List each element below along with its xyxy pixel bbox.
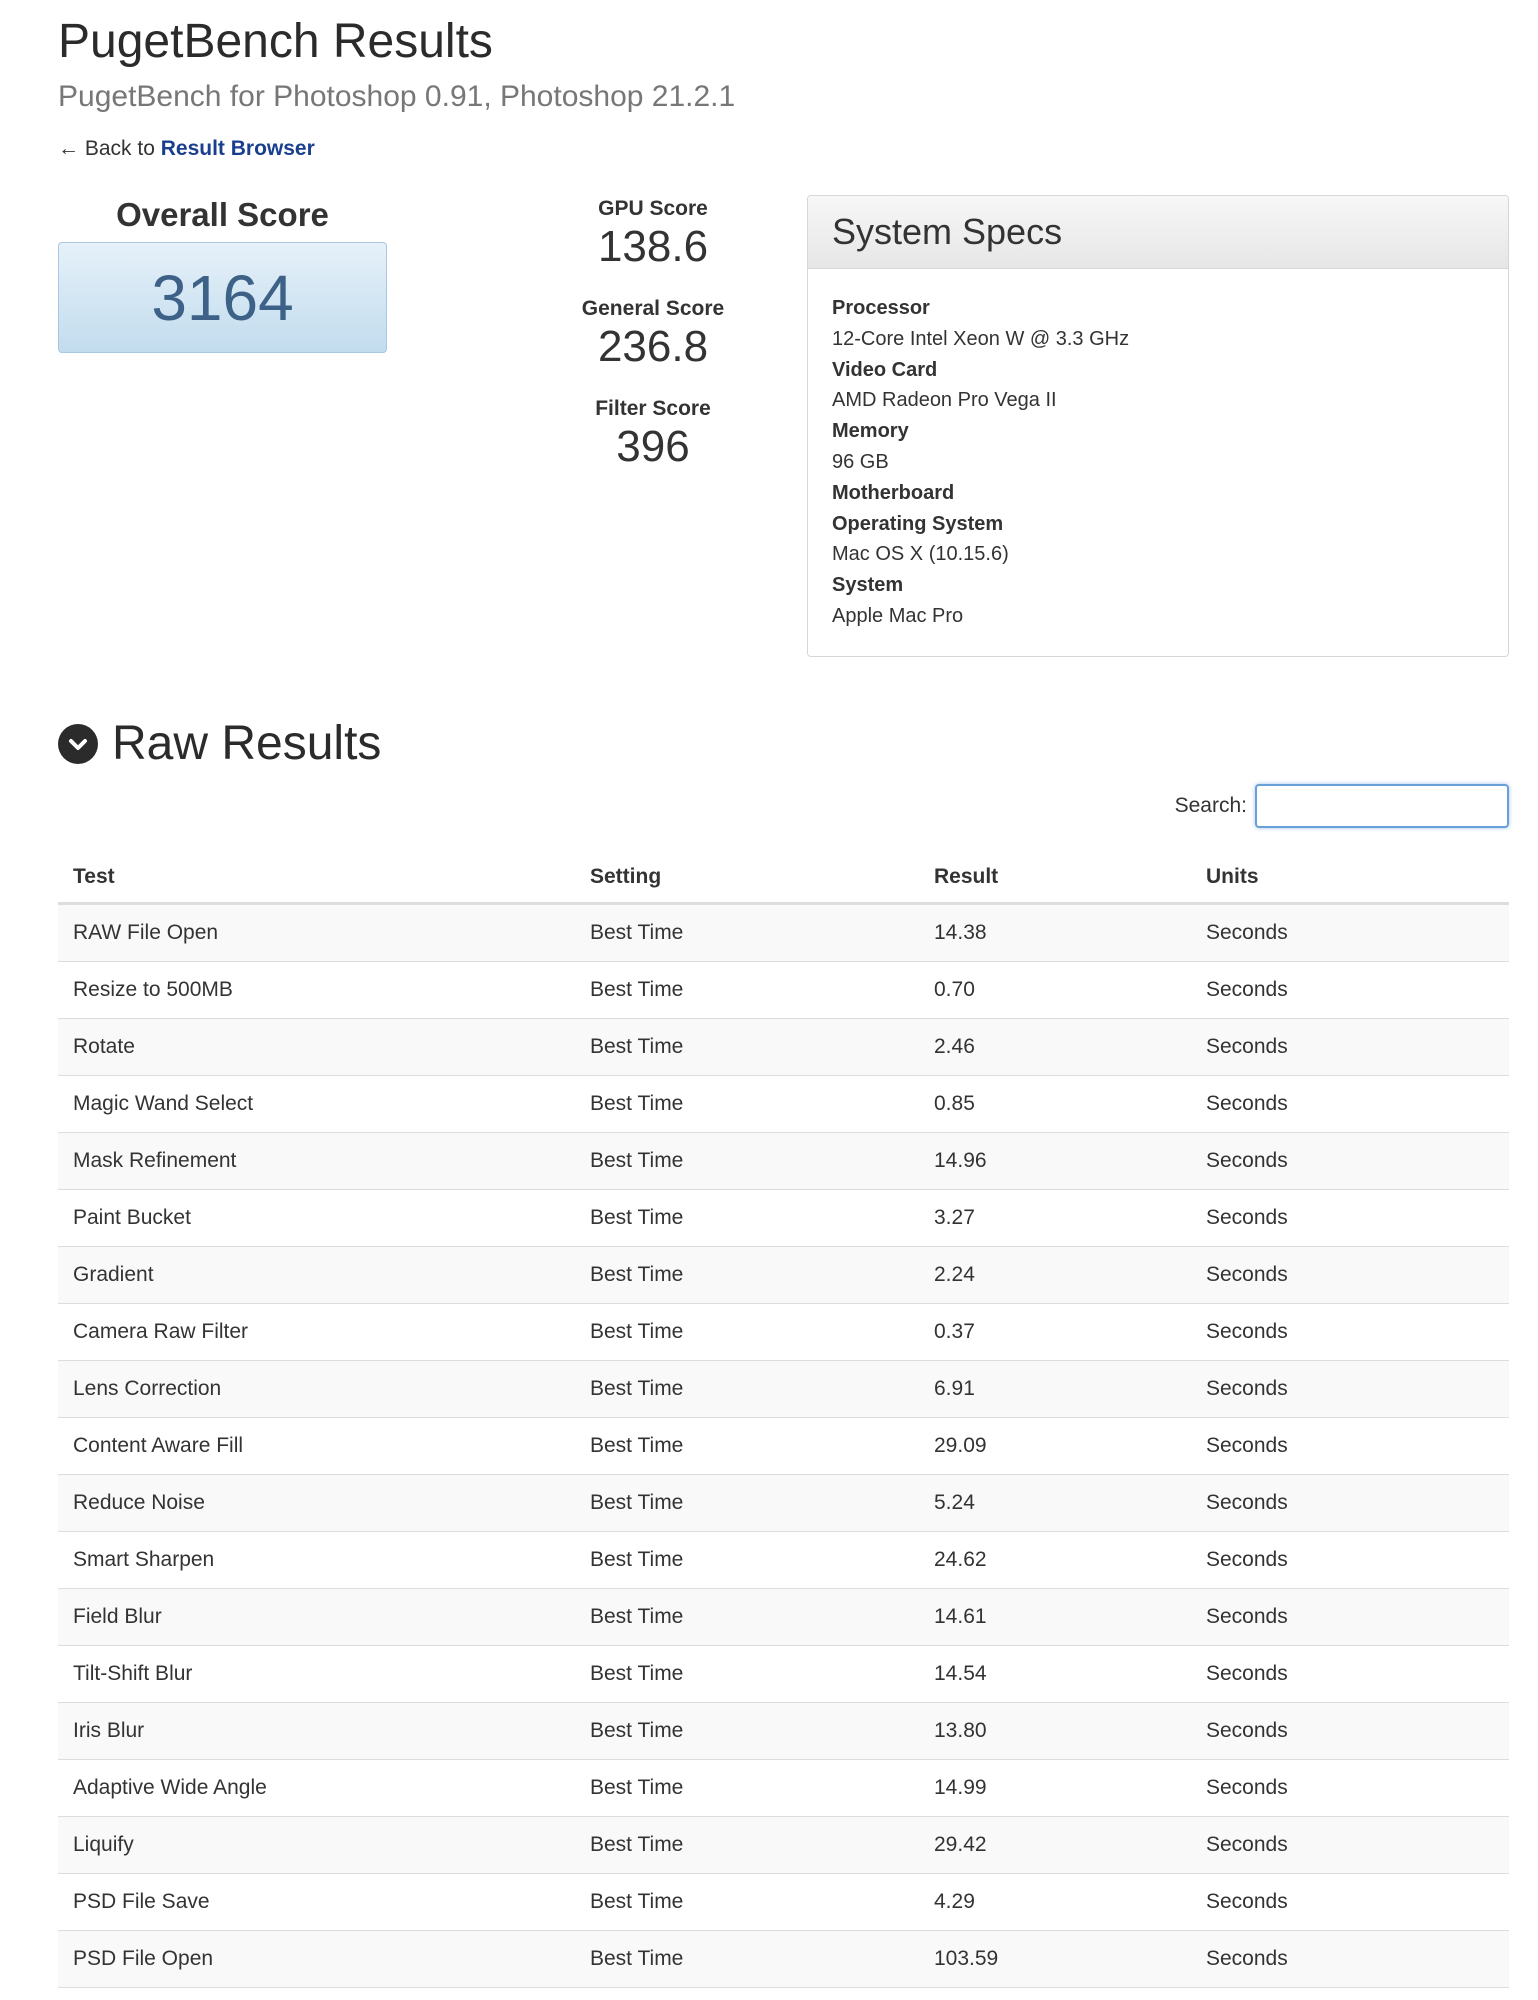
cell-units: Seconds	[1191, 1019, 1509, 1076]
page-subtitle: PugetBench for Photoshop 0.91, Photoshop 21.2.1	[58, 80, 736, 113]
cell-units: Seconds	[1191, 1817, 1509, 1874]
system-specs-body	[808, 269, 1508, 632]
cell-result: 0.37	[919, 1304, 1191, 1361]
cell-units: Seconds	[1191, 1418, 1509, 1475]
table-row	[58, 1532, 1509, 1589]
cell-setting: Best Time	[575, 1190, 919, 1247]
gpu-score-label: GPU Score	[598, 197, 708, 220]
cell-units: Seconds	[1191, 1703, 1509, 1760]
cell-units: Seconds	[1191, 1589, 1509, 1646]
search-label: Search:	[1174, 794, 1247, 817]
cell-test: Rotate	[58, 1019, 575, 1076]
cell-setting: Best Time	[575, 1019, 919, 1076]
spec-label-motherboard: Motherboard	[832, 481, 955, 504]
table-row	[58, 1589, 1509, 1646]
spec-value-video-card: AMD Radeon Pro Vega II	[832, 389, 1057, 412]
system-specs-panel	[807, 195, 1509, 657]
column-header-result[interactable]: Result	[919, 852, 1191, 904]
cell-test: PSD File Open	[58, 1931, 575, 1988]
cell-test: Smart Sharpen	[58, 1532, 575, 1589]
filter-score-value: 396	[616, 422, 690, 471]
cell-units: Seconds	[1191, 1076, 1509, 1133]
cell-test: Resize to 500MB	[58, 962, 575, 1019]
table-row	[58, 1475, 1509, 1532]
cell-test: Tilt-Shift Blur	[58, 1646, 575, 1703]
result-browser-link[interactable]: Result Browser	[160, 137, 315, 160]
cell-units: Seconds	[1191, 1874, 1509, 1931]
spec-label-video-card: Video Card	[832, 358, 938, 381]
cell-test: Reduce Noise	[58, 1475, 575, 1532]
back-navigation	[58, 137, 315, 161]
table-row	[58, 1703, 1509, 1760]
cell-units: Seconds	[1191, 1247, 1509, 1304]
table-header-row	[58, 852, 1509, 904]
spec-value-operating-system: Mac OS X (10.15.6)	[832, 543, 1009, 566]
cell-setting: Best Time	[575, 1304, 919, 1361]
general-score-value: 236.8	[597, 322, 709, 371]
cell-units: Seconds	[1191, 1190, 1509, 1247]
raw-results-toggle[interactable]	[58, 716, 381, 771]
table-row	[58, 904, 1509, 962]
cell-units: Seconds	[1191, 1760, 1509, 1817]
raw-results-table	[58, 852, 1509, 1988]
table-row	[58, 1304, 1509, 1361]
spec-label-operating-system: Operating System	[832, 512, 1004, 535]
cell-setting: Best Time	[575, 962, 919, 1019]
table-row	[58, 1817, 1509, 1874]
spec-label-processor: Processor	[832, 297, 930, 319]
cell-result: 14.54	[919, 1646, 1191, 1703]
cell-result: 14.96	[919, 1133, 1191, 1190]
spec-value-memory: 96 GB	[832, 450, 889, 473]
cell-units: Seconds	[1191, 1304, 1509, 1361]
system-specs-title: System Specs	[808, 196, 1508, 269]
spec-value-system: Apple Mac Pro	[832, 604, 964, 627]
table-row	[58, 1247, 1509, 1304]
spec-value-processor: 12-Core Intel Xeon W @ 3.3 GHz	[832, 327, 1130, 350]
overall-score-panel	[58, 196, 387, 353]
cell-result: 14.38	[919, 904, 1191, 962]
cell-units: Seconds	[1191, 1532, 1509, 1589]
gpu-score-value: 138.6	[597, 222, 709, 271]
table-row	[58, 1361, 1509, 1418]
cell-test: Field Blur	[58, 1589, 575, 1646]
overall-score-box	[58, 242, 387, 353]
cell-units: Seconds	[1191, 1646, 1509, 1703]
cell-test: Magic Wand Select	[58, 1076, 575, 1133]
cell-setting: Best Time	[575, 1133, 919, 1190]
spec-label-memory: Memory	[832, 420, 909, 443]
spec-label-system: System	[832, 574, 904, 597]
column-header-setting[interactable]: Setting	[575, 852, 919, 904]
cell-test: Paint Bucket	[58, 1190, 575, 1247]
cell-result: 2.46	[919, 1019, 1191, 1076]
table-row	[58, 1874, 1509, 1931]
cell-test: RAW File Open	[58, 904, 575, 962]
cell-test: Iris Blur	[58, 1703, 575, 1760]
cell-setting: Best Time	[575, 1418, 919, 1475]
cell-test: Liquify	[58, 1817, 575, 1874]
cell-result: 2.24	[919, 1247, 1191, 1304]
cell-setting: Best Time	[575, 1817, 919, 1874]
cell-result: 4.29	[919, 1874, 1191, 1931]
table-row	[58, 962, 1509, 1019]
cell-setting: Best Time	[575, 1589, 919, 1646]
table-row	[58, 1760, 1509, 1817]
back-prefix: ← Back to	[58, 137, 155, 160]
search-bar	[1175, 784, 1509, 828]
chevron-down-circle-icon[interactable]	[58, 724, 98, 764]
table-row	[58, 1076, 1509, 1133]
cell-result: 5.24	[919, 1475, 1191, 1532]
cell-units: Seconds	[1191, 1361, 1509, 1418]
cell-units: Seconds	[1191, 962, 1509, 1019]
table-row	[58, 1646, 1509, 1703]
cell-setting: Best Time	[575, 1931, 919, 1988]
cell-result: 13.80	[919, 1703, 1191, 1760]
column-header-test[interactable]: Test	[58, 852, 575, 904]
table-row	[58, 1190, 1509, 1247]
cell-test: PSD File Save	[58, 1874, 575, 1931]
cell-result: 29.42	[919, 1817, 1191, 1874]
cell-test: Adaptive Wide Angle	[58, 1760, 575, 1817]
cell-units: Seconds	[1191, 904, 1509, 962]
cell-setting: Best Time	[575, 1076, 919, 1133]
search-input[interactable]	[1255, 784, 1509, 828]
cell-test: Lens Correction	[58, 1361, 575, 1418]
cell-test: Mask Refinement	[58, 1133, 575, 1190]
sub-scores	[503, 196, 803, 496]
cell-units: Seconds	[1191, 1133, 1509, 1190]
cell-setting: Best Time	[575, 1361, 919, 1418]
overall-score-value: 3164	[151, 261, 294, 334]
table-row	[58, 1133, 1509, 1190]
page-title: PugetBench Results	[58, 15, 493, 68]
table-row	[58, 1931, 1509, 1988]
cell-result: 14.61	[919, 1589, 1191, 1646]
cell-setting: Best Time	[575, 1475, 919, 1532]
cell-setting: Best Time	[575, 1532, 919, 1589]
general-score-label: General Score	[581, 297, 725, 320]
cell-test: Content Aware Fill	[58, 1418, 575, 1475]
raw-results-title: Raw Results	[112, 717, 382, 770]
cell-result: 0.85	[919, 1076, 1191, 1133]
cell-result: 6.91	[919, 1361, 1191, 1418]
table-row	[58, 1019, 1509, 1076]
cell-setting: Best Time	[575, 1874, 919, 1931]
cell-setting: Best Time	[575, 1703, 919, 1760]
cell-units: Seconds	[1191, 1475, 1509, 1532]
cell-setting: Best Time	[575, 1760, 919, 1817]
cell-result: 3.27	[919, 1190, 1191, 1247]
column-header-units[interactable]: Units	[1191, 852, 1509, 904]
cell-setting: Best Time	[575, 1247, 919, 1304]
table-row	[58, 1418, 1509, 1475]
cell-result: 29.09	[919, 1418, 1191, 1475]
cell-setting: Best Time	[575, 904, 919, 962]
filter-score-label: Filter Score	[595, 397, 711, 420]
cell-test: Camera Raw Filter	[58, 1304, 575, 1361]
table-body	[58, 904, 1509, 1988]
cell-result: 24.62	[919, 1532, 1191, 1589]
cell-result: 0.70	[919, 962, 1191, 1019]
overall-score-label: Overall Score	[116, 196, 329, 233]
cell-result: 14.99	[919, 1760, 1191, 1817]
cell-result: 103.59	[919, 1931, 1191, 1988]
cell-test: Gradient	[58, 1247, 575, 1304]
cell-setting: Best Time	[575, 1646, 919, 1703]
cell-units: Seconds	[1191, 1931, 1509, 1988]
